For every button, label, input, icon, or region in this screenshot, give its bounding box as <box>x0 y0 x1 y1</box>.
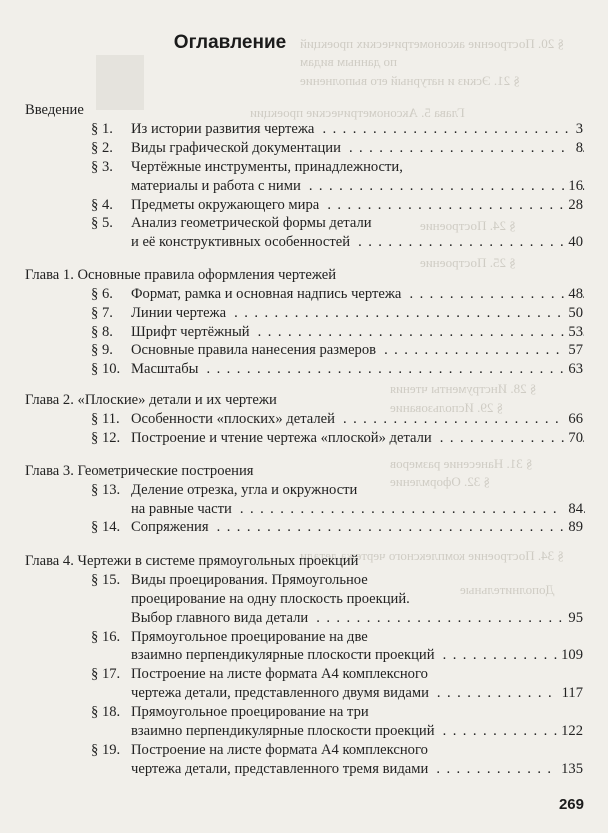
section-title-line: взаимно перпендикулярные плоскости проекций . . . <box>131 645 585 665</box>
section-number: § 17. <box>91 666 121 682</box>
page-ref: 28 <box>564 195 583 215</box>
toc-entry-19-cont[interactable] <box>0 759 608 779</box>
section-title-line: Деление отрезка, угла и окружности <box>131 482 358 498</box>
section-title-line: Построение на листе формата А4 комплексного <box>131 742 428 758</box>
section-number: § 8. <box>91 324 113 340</box>
toc-entry-13[interactable] <box>0 480 608 500</box>
section-title-line: Виды проецирования. Прямоугольное <box>131 572 368 588</box>
section-number: § 13. <box>91 482 121 498</box>
chapter-title: Введение <box>25 102 84 118</box>
page-ref: 122 <box>557 721 583 741</box>
section-title: Шрифт чертёжный . . . <box>131 322 585 342</box>
section-title-line: чертежа детали, представленного двумя видами . . . <box>131 683 585 703</box>
section-title: Из истории развития чертежа . . . <box>131 119 585 139</box>
toc-entry-11[interactable] <box>0 409 608 429</box>
page-ref: 57 <box>564 340 583 360</box>
section-number: § 6. <box>91 286 113 302</box>
chapter-title: Глава 3. Геометрические построения <box>25 463 254 479</box>
section-title: Линии чертежа . . . <box>131 303 585 323</box>
toc-entry-8[interactable] <box>0 322 608 342</box>
toc-entry-10[interactable] <box>0 359 608 379</box>
chapter-title: Глава 2. «Плоские» детали и их чертежи <box>25 392 277 408</box>
chapter-heading-2[interactable] <box>0 390 608 410</box>
toc-entry-1[interactable] <box>0 119 608 139</box>
bleed-line: § 24. Построение <box>420 218 516 233</box>
section-number: § 11. <box>91 411 120 427</box>
section-title-line: Прямоугольное проецирование на три <box>131 704 369 720</box>
bleed-line: § 31. Нанесение размеров <box>390 456 533 471</box>
bleed-line: § 34. Построение комплексного чертежа детали <box>300 548 564 563</box>
section-title-line: Построение на листе формата А4 комплексного <box>131 666 428 682</box>
toc-entry-4[interactable] <box>0 195 608 215</box>
page-ref: 63 <box>564 359 583 379</box>
page-ref: 109 <box>557 645 583 665</box>
toc-entry-7[interactable] <box>0 303 608 323</box>
section-title-line: взаимно перпендикулярные плоскости проекций . . . <box>131 721 585 741</box>
section-number: § 12. <box>91 430 121 446</box>
section-number: § 15. <box>91 572 121 588</box>
section-title-line: проецирование на одну плоскость проекций. <box>131 591 410 607</box>
bleed-line: § 28. Инструменты чтения <box>390 381 537 396</box>
toc-entry-9[interactable] <box>0 340 608 360</box>
section-number: § 5. <box>91 215 113 231</box>
section-number: § 3. <box>91 159 113 175</box>
page-ref: 117 <box>558 683 583 703</box>
page-ref: 66 <box>564 409 583 429</box>
section-number: § 4. <box>91 197 113 213</box>
section-number: § 1. <box>91 121 113 137</box>
section-title-line: Анализ геометрической формы детали <box>131 215 372 231</box>
page-number: 269 <box>558 796 584 813</box>
toc-entry-3-cont[interactable] <box>0 176 608 196</box>
section-title-line: Прямоугольное проецирование на две <box>131 629 368 645</box>
section-number: § 9. <box>91 342 113 358</box>
page-ref: 84 <box>564 499 583 519</box>
section-number: § 2. <box>91 140 113 156</box>
page-ref: 135 <box>557 759 583 779</box>
toc-entry-16[interactable] <box>0 627 608 647</box>
section-title-line: и её конструктивных особенностей . . . <box>131 232 585 252</box>
section-number: § 18. <box>91 704 121 720</box>
toc-entry-19[interactable] <box>0 740 608 760</box>
toc-entry-12[interactable] <box>0 428 608 448</box>
chapter-heading-intro[interactable] <box>0 100 608 120</box>
page-ref: 16 <box>564 176 583 196</box>
bleed-line: Глава 5. Аксонометрические проекции <box>250 105 465 120</box>
bleed-line: Дополнительные <box>460 582 555 597</box>
page-ref: 48 <box>564 284 583 304</box>
toc-entry-18-cont[interactable] <box>0 721 608 741</box>
toc-entry-14[interactable] <box>0 517 608 537</box>
section-title-line: чертежа детали, представленного тремя видами . . . <box>131 759 585 779</box>
page-ref: 53 <box>564 322 583 342</box>
section-number: § 14. <box>91 519 121 535</box>
page-ref: 50 <box>564 303 583 323</box>
chapter-heading-3[interactable] <box>0 461 608 481</box>
toc-entry-17-cont[interactable] <box>0 683 608 703</box>
toc-entry-15-cont[interactable] <box>0 589 608 609</box>
toc-entry-16-cont[interactable] <box>0 645 608 665</box>
bleed-line: § 20. Построение аксонометрических проекций <box>300 36 564 51</box>
page-ref: 8 <box>572 138 583 158</box>
bleed-line: § 21. Эскиз и натурный его выполнение <box>300 73 520 88</box>
section-title: Построение и чтение чертежа «плоской» детали . . . <box>131 428 585 448</box>
page-ref: 70 <box>564 428 583 448</box>
section-title: Предметы окружающего мира . . . <box>131 195 585 215</box>
section-title: Виды графической документации . . . <box>131 138 585 158</box>
toc-entry-18[interactable] <box>0 702 608 722</box>
chapter-heading-1[interactable] <box>0 265 608 285</box>
section-title-line: Выбор главного вида детали . . . <box>131 608 585 628</box>
section-title: Масштабы . . . <box>131 359 585 379</box>
section-title-line: на равные части . . . <box>131 499 585 519</box>
bleed-line: § 29. Использование <box>390 400 504 415</box>
bleed-line: § 32. Оформление <box>390 474 491 489</box>
page-ref: 95 <box>564 608 583 628</box>
section-title-line: Чертёжные инструменты, принадлежности, <box>131 159 403 175</box>
toc-entry-13-cont[interactable] <box>0 499 608 519</box>
section-number: § 7. <box>91 305 113 321</box>
page-ref: 40 <box>564 232 583 252</box>
section-title-line: материалы и работа с ними . . . <box>131 176 585 196</box>
chapter-heading-4[interactable] <box>0 551 608 571</box>
chapter-title: Глава 4. Чертежи в системе прямоугольных проекций <box>25 553 359 569</box>
section-title: Основные правила нанесения размеров . . . <box>131 340 585 360</box>
toc-entry-17[interactable] <box>0 664 608 684</box>
toc-entry-3[interactable] <box>0 157 608 177</box>
section-number: § 19. <box>91 742 121 758</box>
section-title: Сопряжения . . . <box>131 517 585 537</box>
section-title: Особенности «плоских» деталей . . . <box>131 409 585 429</box>
toc-entry-5[interactable] <box>0 213 608 233</box>
page-title: Оглавление <box>173 32 287 53</box>
section-title: Формат, рамка и основная надпись чертежа . . . <box>131 284 585 304</box>
section-number: § 16. <box>91 629 121 645</box>
toc-entry-5-cont[interactable] <box>0 232 608 252</box>
toc-entry-2[interactable] <box>0 138 608 158</box>
bleed-line: § 25. Построение <box>420 255 516 270</box>
page-ref: 3 <box>572 119 583 139</box>
chapter-title: Глава 1. Основные правила оформления чертежей <box>25 267 337 283</box>
toc-entry-15[interactable] <box>0 570 608 590</box>
page-ref: 89 <box>564 517 583 537</box>
toc-entry-15-cont[interactable] <box>0 608 608 628</box>
section-number: § 10. <box>91 361 121 377</box>
toc-entry-6[interactable] <box>0 284 608 304</box>
bleed-line: по данным видам <box>300 54 397 69</box>
